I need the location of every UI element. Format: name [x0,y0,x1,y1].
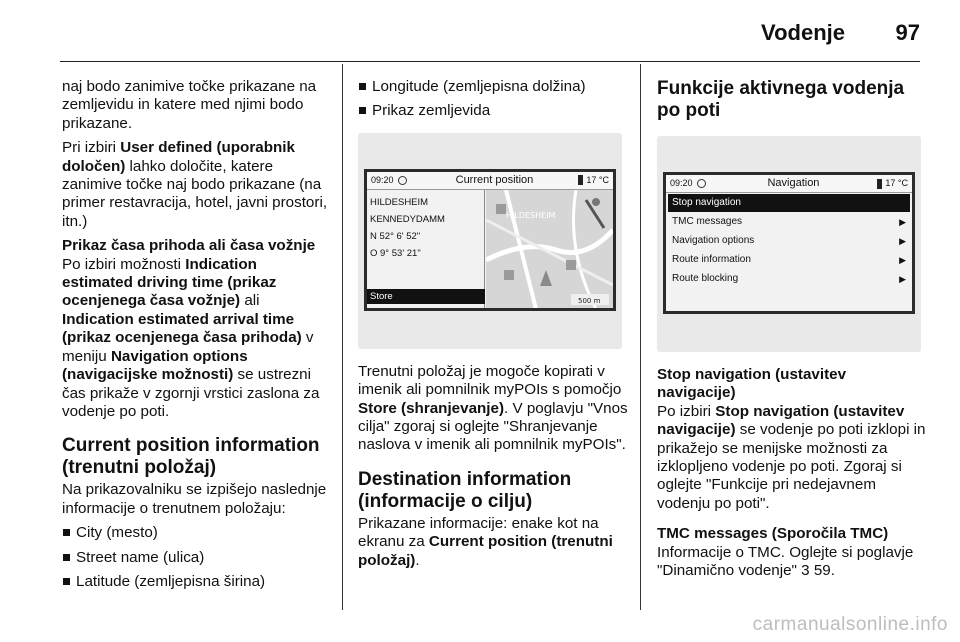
list-item: Longitude (zemljepisna dolžina) [358,78,630,96]
menu-item-stop-navigation[interactable]: Stop navigation [668,194,910,212]
column-divider-2 [640,64,641,610]
arrival-time-paragraph: Po izbiri možnosti Indication estimated driving time (prikaz ocenjenega časa vožnje) ali Indication estimated arrival time (prikaz ocenjenega časa prihoda) v meniju Navigation options (navigacijske možnosti) se ustrezni čas prikaže v zgornji vrstici zaslona za vodenje po poti. [62,255,320,420]
arrival-time-heading: Prikaz časa prihoda ali časa vožnje [62,237,316,255]
screen-status-bar [367,172,613,190]
active-guidance-heading: Funkcije aktivnega vodenja po poti [657,78,905,121]
menu-item-route-blocking[interactable]: Route blocking ▶ [668,270,910,288]
tmc-messages-paragraph: Informacije o TMC. Oglejte si poglavje "Dinamično vodenje" 3 59. [657,543,914,580]
screen-time: 09:20 [670,178,693,189]
chevron-right-icon: ▶ [899,236,906,246]
display-screen [364,169,616,311]
current-position-list [62,524,330,591]
intro-paragraph: naj bodo zanimive točke prikazane na zemljevidu in katere med njimi bodo prikazane. [62,78,317,132]
stop-navigation-paragraph: Po izbiri Stop navigation (ustavitev navigacije) se vodenje po poti izklopi in prikažejo se menijske možnosti za izklopljeno vodenje po poti. Zgoraj si oglejte "Funkcije pri nedejavnem vodenju po poti". [657,402,926,512]
column-2 [358,78,630,576]
header-divider [60,61,920,62]
chapter-title: Vodenje [761,20,845,45]
latitude-value: N 52° 6' 52" [370,230,421,242]
stop-navigation-heading: Stop navigation (ustavitev navigacije) [657,366,847,402]
screen-temperature: 17 °C [586,175,609,186]
menu-item-tmc-messages[interactable]: TMC messages ▶ [668,213,910,231]
display-screen [663,172,915,314]
city-value: HILDESHEIM [370,196,429,208]
destination-heading: Destination information (informacije o cilju) [358,468,572,512]
page-number: 97 [895,20,920,45]
map-view [486,190,613,308]
longitude-value: O 9° 53' 21" [370,247,421,259]
list-item: Street name (ulica) [62,549,330,567]
map-scale: 500 m [578,296,601,305]
user-defined-paragraph: Pri izbiri User defined (uporabnik določen) lahko določite, katere zanimive točke naj bodo prikazane (na primer restavracija, hotel, javni prostori, itn.) [62,139,328,230]
navigation-screen-illustration [657,136,921,352]
menu-item-route-information[interactable]: Route information ▶ [668,251,910,269]
screen-status-bar [666,175,912,193]
clock-icon [398,176,407,185]
column-3 [657,78,927,586]
phone-icon [578,175,583,185]
chevron-right-icon: ▶ [899,255,906,265]
screen-temperature: 17 °C [885,178,908,189]
list-item: Latitude (zemljepisna širina) [62,573,330,591]
menu-item-navigation-options[interactable]: Navigation options ▶ [668,232,910,250]
chevron-right-icon: ▶ [899,274,906,284]
street-value: KENNEDYDAMM [370,213,445,225]
map-graphic [486,190,613,308]
store-paragraph: Trenutni položaj je mogoče kopirati v imenik ali pomnilnik myPOIs s pomočjo Store (shranjevanje). V poglavju "Vnos cilja" zgoraj si oglejte "Shranjevanje naslova v imenik ali pomnilnik myPOIs". [358,362,628,454]
chevron-right-icon: ▶ [899,217,906,227]
current-position-list-continued [358,78,630,121]
clock-icon [697,179,706,188]
screen-time: 09:20 [371,175,394,186]
screen-title: Navigation [767,177,820,190]
tmc-messages-heading: TMC messages (Sporočila TMC) [657,525,889,543]
current-position-screen-illustration [358,133,622,349]
store-button[interactable]: Store [367,289,485,304]
page-header [0,0,960,62]
watermark: carmanualsonline.info [752,614,948,635]
page-reference: 3 59 [801,562,831,580]
phone-icon [877,179,882,189]
list-item: City (mesto) [62,524,330,542]
column-1 [62,78,330,597]
destination-paragraph: Prikazane informacije: enake kot na ekranu za Current position (trenutni položaj). [358,514,613,569]
current-position-heading: Current position information (trenutni položaj) [62,435,320,479]
screen-title: Current position [455,174,534,187]
current-position-intro: Na prikazovalniku se izpišejo naslednje informacije o trenutnem položaju: [62,481,327,517]
map-city-label: HILDESHEIM [506,210,556,220]
column-divider-1 [342,64,343,610]
list-item: Prikaz zemljevida [358,102,630,120]
